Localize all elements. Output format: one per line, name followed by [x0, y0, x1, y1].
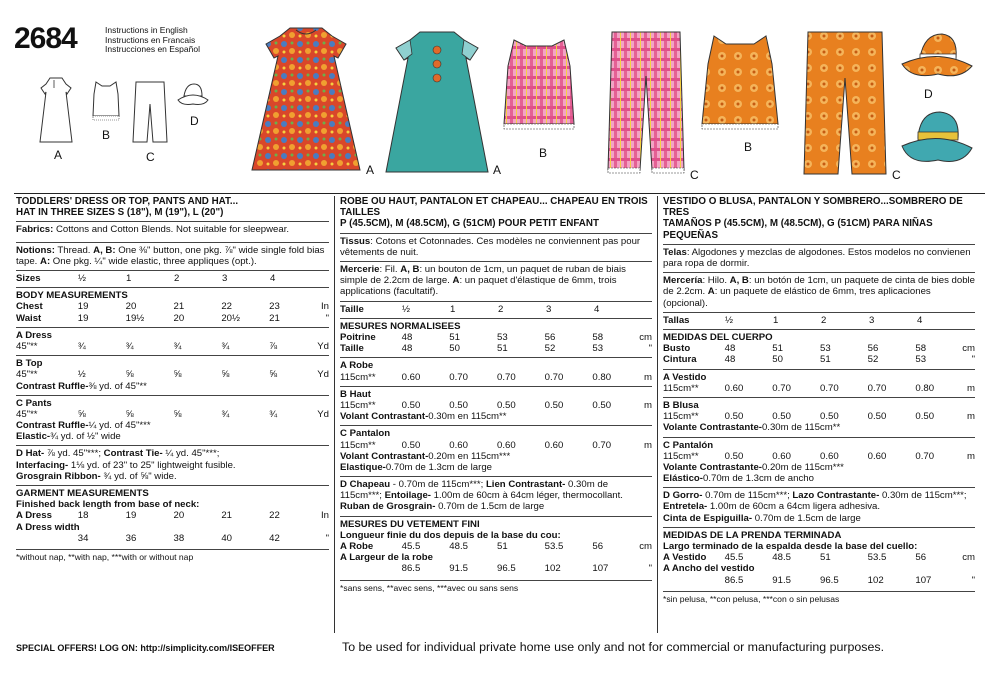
back-length-label: Longueur finie du dos depuis de la base du cou:	[340, 529, 561, 541]
column-english	[16, 196, 329, 563]
fabrics: Fabrics: Cottons and Cotton Blends. Not suitable for sleepwear.	[16, 224, 290, 236]
a-dress-length-row: A Robe 45.5 48.5 51 53.5 56 cm	[340, 541, 652, 553]
sketch-label-c: C	[146, 150, 155, 164]
back-length-label: Finished back length from base of neck:	[16, 499, 200, 511]
title-line-2: HAT IN THREE SIZES S (18"), M (19"), L (20")	[16, 207, 224, 219]
plaid-top-b-illustration	[500, 36, 578, 132]
a-dress-width-row: 86.5 91.5 96.5 102 107 "	[724, 574, 975, 586]
a-dress-yardage-row: 45"** ¾ ¾ ¾ ¾ ⅞ Yd	[16, 340, 329, 352]
illustrations	[0, 0, 999, 195]
column-divider-2	[657, 196, 658, 633]
body-measurements-heading: BODY MEASUREMENTS	[16, 290, 128, 302]
a-dress-yardage-row: 115cm** 0.60 0.70 0.70 0.70 0.80 m	[340, 371, 652, 383]
language-french: Instructions en Francais	[105, 34, 196, 45]
b-top-yardage-row: 45"** ½ ⅝ ⅝ ⅝ ⅝ Yd	[16, 369, 329, 381]
c-elastic: Elastique- 0.70m de 1.3cm de large	[340, 461, 492, 473]
chest-row: Chest 19 20 21 22 23 In	[16, 301, 329, 313]
label-c-plaid: C	[690, 168, 699, 182]
notions: Notions: Thread. A, B: One ⅜" button, one pkg. ⅞" wide single fold bias tape. A: One pkg. ¼" wide elastic, three appliques (opt.).	[16, 244, 325, 267]
b-top-heading: B Top	[16, 358, 43, 370]
column-spanish	[663, 196, 975, 605]
title-line-1: ROBE OU HAUT, PANTALON ET CHAPEAU... CHAPEAU EN TROIS TAILLES	[340, 196, 648, 219]
waist-row: Cintura 48 50 51 52 53 "	[663, 354, 975, 366]
notions: Mercerie: Fil. A, B: un bouton de 1cm, un paquet de ruban de biais simple de 2.2cm de large. A: un paquet d'élastique de 6mm, trois applications (facultatif).	[340, 264, 626, 298]
fabrics: Tissus: Cotons et Cotonnades. Ces modèles ne conviennent pas pour vêtements de nuit.	[340, 235, 641, 258]
sizes-row: Tallas ½ 1 2 3 4	[663, 314, 923, 326]
c-pants-yardage-row: 45"** ⅝ ⅝ ⅝ ¾ ¾ Yd	[16, 408, 329, 420]
c-pants-yardage-row: 115cm** 0.50 0.60 0.60 0.60 0.70 m	[340, 439, 652, 451]
plaid-pants-c-illustration	[604, 28, 688, 180]
a-dress-heading: A Dress	[16, 329, 52, 341]
c-contrast-ruffle: Volante Contrastante- 0.20m de 115cm***	[663, 461, 844, 473]
fabrics: Telas: Algodones y mezclas de algodones. Estos modelos no convienen para ropa de dormir.	[663, 246, 971, 270]
a-dress-yardage-row: 115cm** 0.60 0.70 0.70 0.70 0.80 m	[663, 382, 975, 394]
pattern-number: 2684	[14, 22, 77, 55]
title-line-1: TODDLERS' DRESS OR TOP, PANTS AND HAT...	[16, 196, 239, 207]
b-top-yardage-row: 115cm** 0.50 0.50 0.50 0.50 0.50 m	[340, 399, 652, 411]
sizes-row: Taille ½ 1 2 3 4	[340, 303, 600, 315]
c-contrast-ruffle: Volant Contrastant- 0.20m en 115cm***	[340, 450, 511, 462]
waist-row: Waist 19 19½ 20 20½ 21 "	[16, 312, 329, 324]
waist-row: Taille 48 50 51 52 53 "	[340, 343, 652, 355]
back-length-label: Largo terminado de la espalda desde la base del cuello:	[663, 541, 918, 553]
hat-d-teal-illustration	[898, 108, 976, 170]
orange-pants-c-illustration	[800, 28, 890, 180]
label-c-orange: C	[892, 168, 901, 182]
column-french	[340, 196, 652, 594]
teal-dress-a-illustration	[382, 28, 492, 176]
orange-top-b-illustration	[698, 32, 782, 132]
title-line-2: TAMAÑOS P (45.5CM), M (48.5CM), G (51CM) PARA NIÑAS PEQUEÑAS	[663, 218, 933, 241]
sketch-top-b-icon	[88, 80, 124, 124]
sketch-pants-c-icon	[130, 80, 170, 146]
c-contrast-ruffle: Contrast Ruffle- ¼ yd. of 45"***	[16, 420, 151, 432]
hat-d-yellow-illustration	[898, 30, 976, 82]
label-a-floral: A	[366, 163, 375, 177]
a-dress-length-row: A Vestido 45.5 48.5 51 53.5 56 cm	[663, 552, 975, 564]
chest-row: Poitrine 48 51 53 56 58 cm	[340, 332, 652, 343]
b-contrast-ruffle: Volante Contrastante- 0.30m de 115cm**	[663, 422, 841, 434]
top-rule	[14, 193, 985, 194]
a-dress-heading: A Vestido	[663, 371, 707, 383]
d-hat-materials: D Chapeau - 0.70m de 115cm***; Lien Contrastant- 0.30m de 115cm***; Entoilage- 1.00m de 60cm à 64cm léger, thermocollant. Ruban de Grosgrain- 0.70m de 1.5cm de large	[340, 479, 623, 513]
c-elastic: Elástico- 0.70m de 1.3cm de ancho	[663, 473, 814, 485]
label-a-teal: A	[493, 163, 502, 177]
c-pants-heading: C Pants	[16, 397, 52, 409]
d-hat-materials: D Hat- ⅞ yd. 45"***; Contrast Tie- ¼ yd. 45"***; Interfacing- 1⅛ yd. of 23" to 25" lightweight fusible. Grosgrain Ribbon- ¾ yd. of ⅝" wide.	[16, 448, 236, 482]
special-offers-link[interactable]: SPECIAL OFFERS! LOG ON: http://simplicity.com/ISEOFFER	[16, 643, 275, 653]
title-line-2: P (45.5CM), M (48.5CM), G (51CM) POUR PETIT ENFANT	[340, 218, 599, 230]
c-pants-yardage-row: 115cm** 0.50 0.60 0.60 0.60 0.70 m	[663, 450, 975, 462]
b-top-yardage-row: 115cm** 0.50 0.50 0.50 0.50 0.50 m	[663, 411, 975, 423]
label-d-hats: D	[924, 87, 933, 101]
nap-note: *sans sens, **avec sens, ***avec ou sans sens	[340, 582, 519, 593]
c-pants-heading: C Pantalon	[340, 428, 391, 440]
a-dress-length-row: A Dress 18 19 20 21 22 In	[16, 510, 329, 522]
sketch-dress-a-icon	[36, 76, 76, 146]
a-dress-width-label: A Ancho del vestido	[663, 563, 755, 575]
sketch-hat-d-icon	[176, 82, 210, 110]
a-dress-heading: A Robe	[340, 360, 374, 372]
chest-row: Busto 48 51 53 56 58 cm	[663, 343, 975, 355]
b-contrast-ruffle: Volant Contrastant- 0.30m en 115cm**	[340, 411, 507, 423]
language-spanish: Instrucciones en Español	[105, 44, 200, 54]
sizes-row: Sizes ½ 1 2 3 4	[16, 273, 276, 285]
a-dress-width-row: 34 36 38 40 42 "	[77, 532, 329, 544]
a-dress-width-label: A Dress width	[16, 521, 80, 533]
d-hat-materials: D Gorro- 0.70m de 115cm***; Lazo Contrastante- 0.30m de 115cm***; Entretela- 1.00m de 60cm a 64cm ligera adhesiva. Cinta de Espiguilla- 0.70m de 1.5cm de large	[663, 490, 967, 524]
nap-note: *without nap, **with nap, ***with or without nap	[16, 552, 194, 562]
body-measurements-heading: MEDIDAS DEL CUERPO	[663, 332, 773, 344]
sketch-label-d: D	[190, 114, 199, 128]
b-top-heading: B Haut	[340, 388, 371, 400]
notions: Mercería: Hilo. A, B: un botón de 1cm, un paquete de cinta de bies doble de 2.2cm. A: un paquete de elástico de 6mm, tres aplicaciones (opcional).	[663, 275, 976, 309]
a-dress-width-row: 86.5 91.5 96.5 102 107 "	[401, 563, 652, 575]
garment-measurements-heading: MEDIDAS DE LA PRENDA TERMINADA	[663, 529, 842, 541]
language-english: Instructions in English	[105, 25, 188, 35]
floral-dress-a-illustration	[248, 24, 364, 174]
b-contrast-ruffle: Contrast Ruffle- ⅜ yd. of 45"**	[16, 380, 147, 392]
sketch-label-a: A	[54, 148, 63, 162]
b-top-heading: B Blusa	[663, 399, 699, 411]
c-pants-heading: C Pantalón	[663, 439, 714, 451]
garment-measurements-heading: GARMENT MEASUREMENTS	[16, 488, 149, 500]
private-use-notice: To be used for individual private home use only and not for commercial or manufacturing purposes.	[342, 640, 885, 654]
column-divider-1	[334, 196, 335, 633]
title-line-1: VESTIDO O BLUSA, PANTALON Y SOMBRERO...SOMBRERO DE TRES	[663, 196, 963, 219]
label-b-plaid: B	[539, 146, 548, 160]
c-elastic: Elastic- ¾ yd. of ½" wide	[16, 431, 121, 443]
garment-measurements-heading: MESURES DU VETEMENT FINI	[340, 518, 480, 530]
sketch-label-b: B	[102, 128, 111, 142]
a-dress-width-label: A Largeur de la robe	[340, 552, 433, 564]
label-b-orange: B	[744, 140, 753, 154]
body-measurements-heading: MESURES NORMALISEES	[340, 320, 461, 332]
nap-note: *sin pelusa, **con pelusa, ***con o sin pelusas	[663, 593, 840, 604]
